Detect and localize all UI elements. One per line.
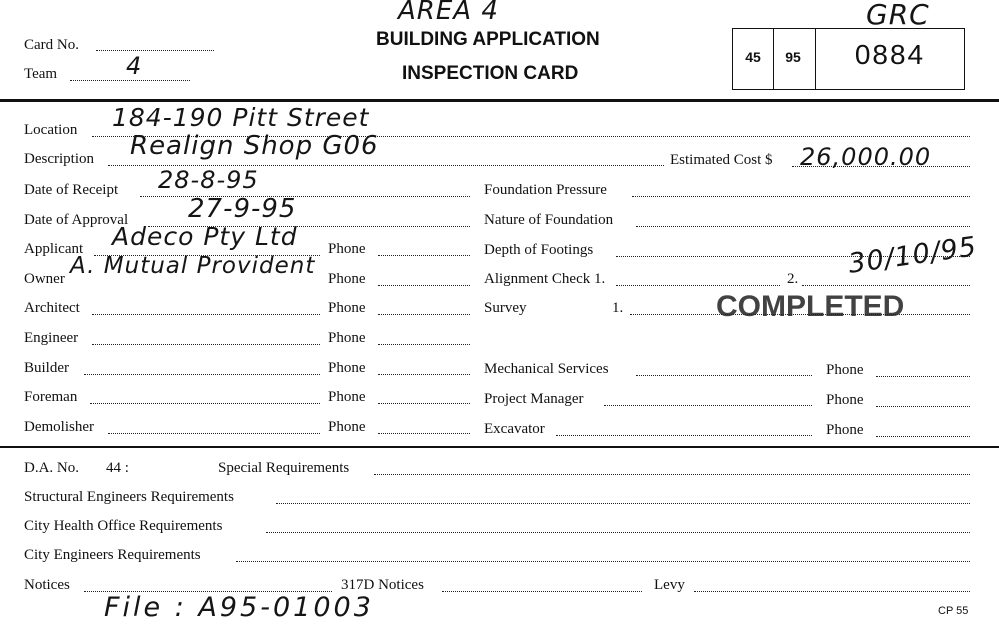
notices-317d-field[interactable] [442, 591, 642, 592]
applicant-label: Applicant [24, 241, 84, 257]
alignment-date-value: 30/10/95 [846, 231, 979, 280]
alignment-check-label: Alignment Check 1. [484, 271, 606, 287]
alignment-check-1-field[interactable] [616, 285, 780, 286]
mechanical-phone-field[interactable] [876, 376, 970, 377]
project-manager-phone-field[interactable] [876, 406, 970, 407]
engineer-phone-label: Phone [328, 330, 366, 346]
architect-phone-label: Phone [328, 300, 366, 316]
card-number-box [732, 28, 965, 90]
box-cell-card-number: 0884 [854, 39, 926, 70]
owner-phone-label: Phone [328, 271, 366, 287]
card-no-label: Card No. [24, 37, 79, 53]
project-manager-field[interactable] [604, 405, 812, 406]
excavator-phone-field[interactable] [876, 436, 970, 437]
date-receipt-value: 28-8-95 [158, 166, 259, 194]
survey-1-label: 1. [612, 300, 624, 316]
estimated-cost-value: 26,000.00 [800, 143, 932, 171]
box-cell-series: 95 [785, 49, 801, 65]
demolisher-field[interactable] [108, 433, 320, 434]
foreman-phone-label: Phone [328, 389, 366, 405]
file-reference-note: File : A95-01003 [104, 592, 374, 623]
levy-field[interactable] [694, 591, 970, 592]
builder-label: Builder [24, 360, 69, 376]
team-field[interactable] [70, 80, 190, 81]
excavator-label: Excavator [484, 421, 545, 437]
alignment-check-2-label: 2. [787, 271, 799, 287]
applicant-value: Adeco Pty Ltd [112, 222, 298, 251]
date-approval-label: Date of Approval [24, 212, 129, 228]
foreman-field[interactable] [90, 403, 320, 404]
demolisher-label: Demolisher [24, 419, 94, 435]
project-manager-phone-label: Phone [826, 392, 864, 408]
nature-foundation-field[interactable] [636, 226, 970, 227]
engineers-requirements-field[interactable] [236, 561, 970, 562]
engineer-field[interactable] [92, 344, 320, 345]
special-requirements-field[interactable] [374, 474, 970, 475]
project-manager-label: Project Manager [484, 391, 584, 407]
form-title-line1: BUILDING APPLICATION [376, 29, 600, 50]
demolisher-phone-label: Phone [328, 419, 366, 435]
health-requirements-label: City Health Office Requirements [24, 518, 223, 534]
foreman-phone-field[interactable] [378, 403, 470, 404]
handwritten-corner-note: GRC [866, 0, 930, 31]
architect-phone-field[interactable] [378, 314, 470, 315]
builder-phone-field[interactable] [378, 374, 470, 375]
architect-label: Architect [24, 300, 80, 316]
location-label: Location [24, 122, 78, 138]
mechanical-phone-label: Phone [826, 362, 864, 378]
health-requirements-field[interactable] [266, 532, 970, 533]
levy-label: Levy [654, 577, 685, 593]
special-requirements-label: Special Requirements [218, 460, 350, 476]
builder-field[interactable] [84, 374, 320, 375]
foundation-pressure-label: Foundation Pressure [484, 182, 607, 198]
notices-317d-label: 317D Notices [341, 577, 424, 593]
description-value: Realign Shop G06 [130, 131, 379, 161]
survey-label: Survey [484, 300, 527, 316]
applicant-phone-field[interactable] [378, 255, 470, 256]
excavator-field[interactable] [556, 435, 812, 436]
excavator-phone-label: Phone [826, 422, 864, 438]
estimated-cost-label: Estimated Cost $ [670, 152, 773, 168]
structural-requirements-field[interactable] [276, 503, 970, 504]
applicant-phone-label: Phone [328, 241, 366, 257]
card-no-field[interactable] [96, 50, 214, 51]
architect-field[interactable] [92, 314, 320, 315]
da-no-value: 44 : [106, 460, 129, 476]
nature-foundation-label: Nature of Foundation [484, 212, 614, 228]
da-no-label: D.A. No. [24, 460, 79, 476]
notices-label: Notices [24, 577, 70, 593]
demolisher-phone-field[interactable] [378, 433, 470, 434]
form-title-line2: INSPECTION CARD [402, 63, 579, 84]
engineer-label: Engineer [24, 330, 79, 346]
builder-phone-label: Phone [328, 360, 366, 376]
foreman-label: Foreman [24, 389, 78, 405]
mechanical-services-field[interactable] [636, 375, 812, 376]
owner-value: A. Mutual Provident [70, 253, 316, 279]
engineers-requirements-label: City Engineers Requirements [24, 547, 201, 563]
owner-phone-field[interactable] [378, 285, 470, 286]
team-label: Team [24, 66, 58, 82]
mechanical-services-label: Mechanical Services [484, 361, 609, 377]
owner-label: Owner [24, 271, 65, 287]
engineer-phone-field[interactable] [378, 344, 470, 345]
requirements-divider [0, 446, 999, 448]
box-cell-year: 45 [745, 49, 761, 65]
description-label: Description [24, 151, 94, 167]
header-divider [0, 99, 999, 102]
team-value: 4 [126, 52, 143, 80]
foundation-pressure-field[interactable] [632, 196, 970, 197]
form-code: CP 55 [938, 605, 969, 617]
depth-footings-label: Depth of Footings [484, 242, 594, 258]
date-receipt-label: Date of Receipt [24, 182, 119, 198]
handwritten-area-note: AREA 4 [398, 0, 499, 26]
alignment-check-2-field[interactable] [802, 285, 970, 286]
structural-requirements-label: Structural Engineers Requirements [24, 489, 234, 505]
location-value: 184-190 Pitt Street [112, 103, 370, 132]
completed-stamp: COMPLETED [716, 290, 905, 323]
date-approval-value: 27-9-95 [188, 194, 297, 224]
